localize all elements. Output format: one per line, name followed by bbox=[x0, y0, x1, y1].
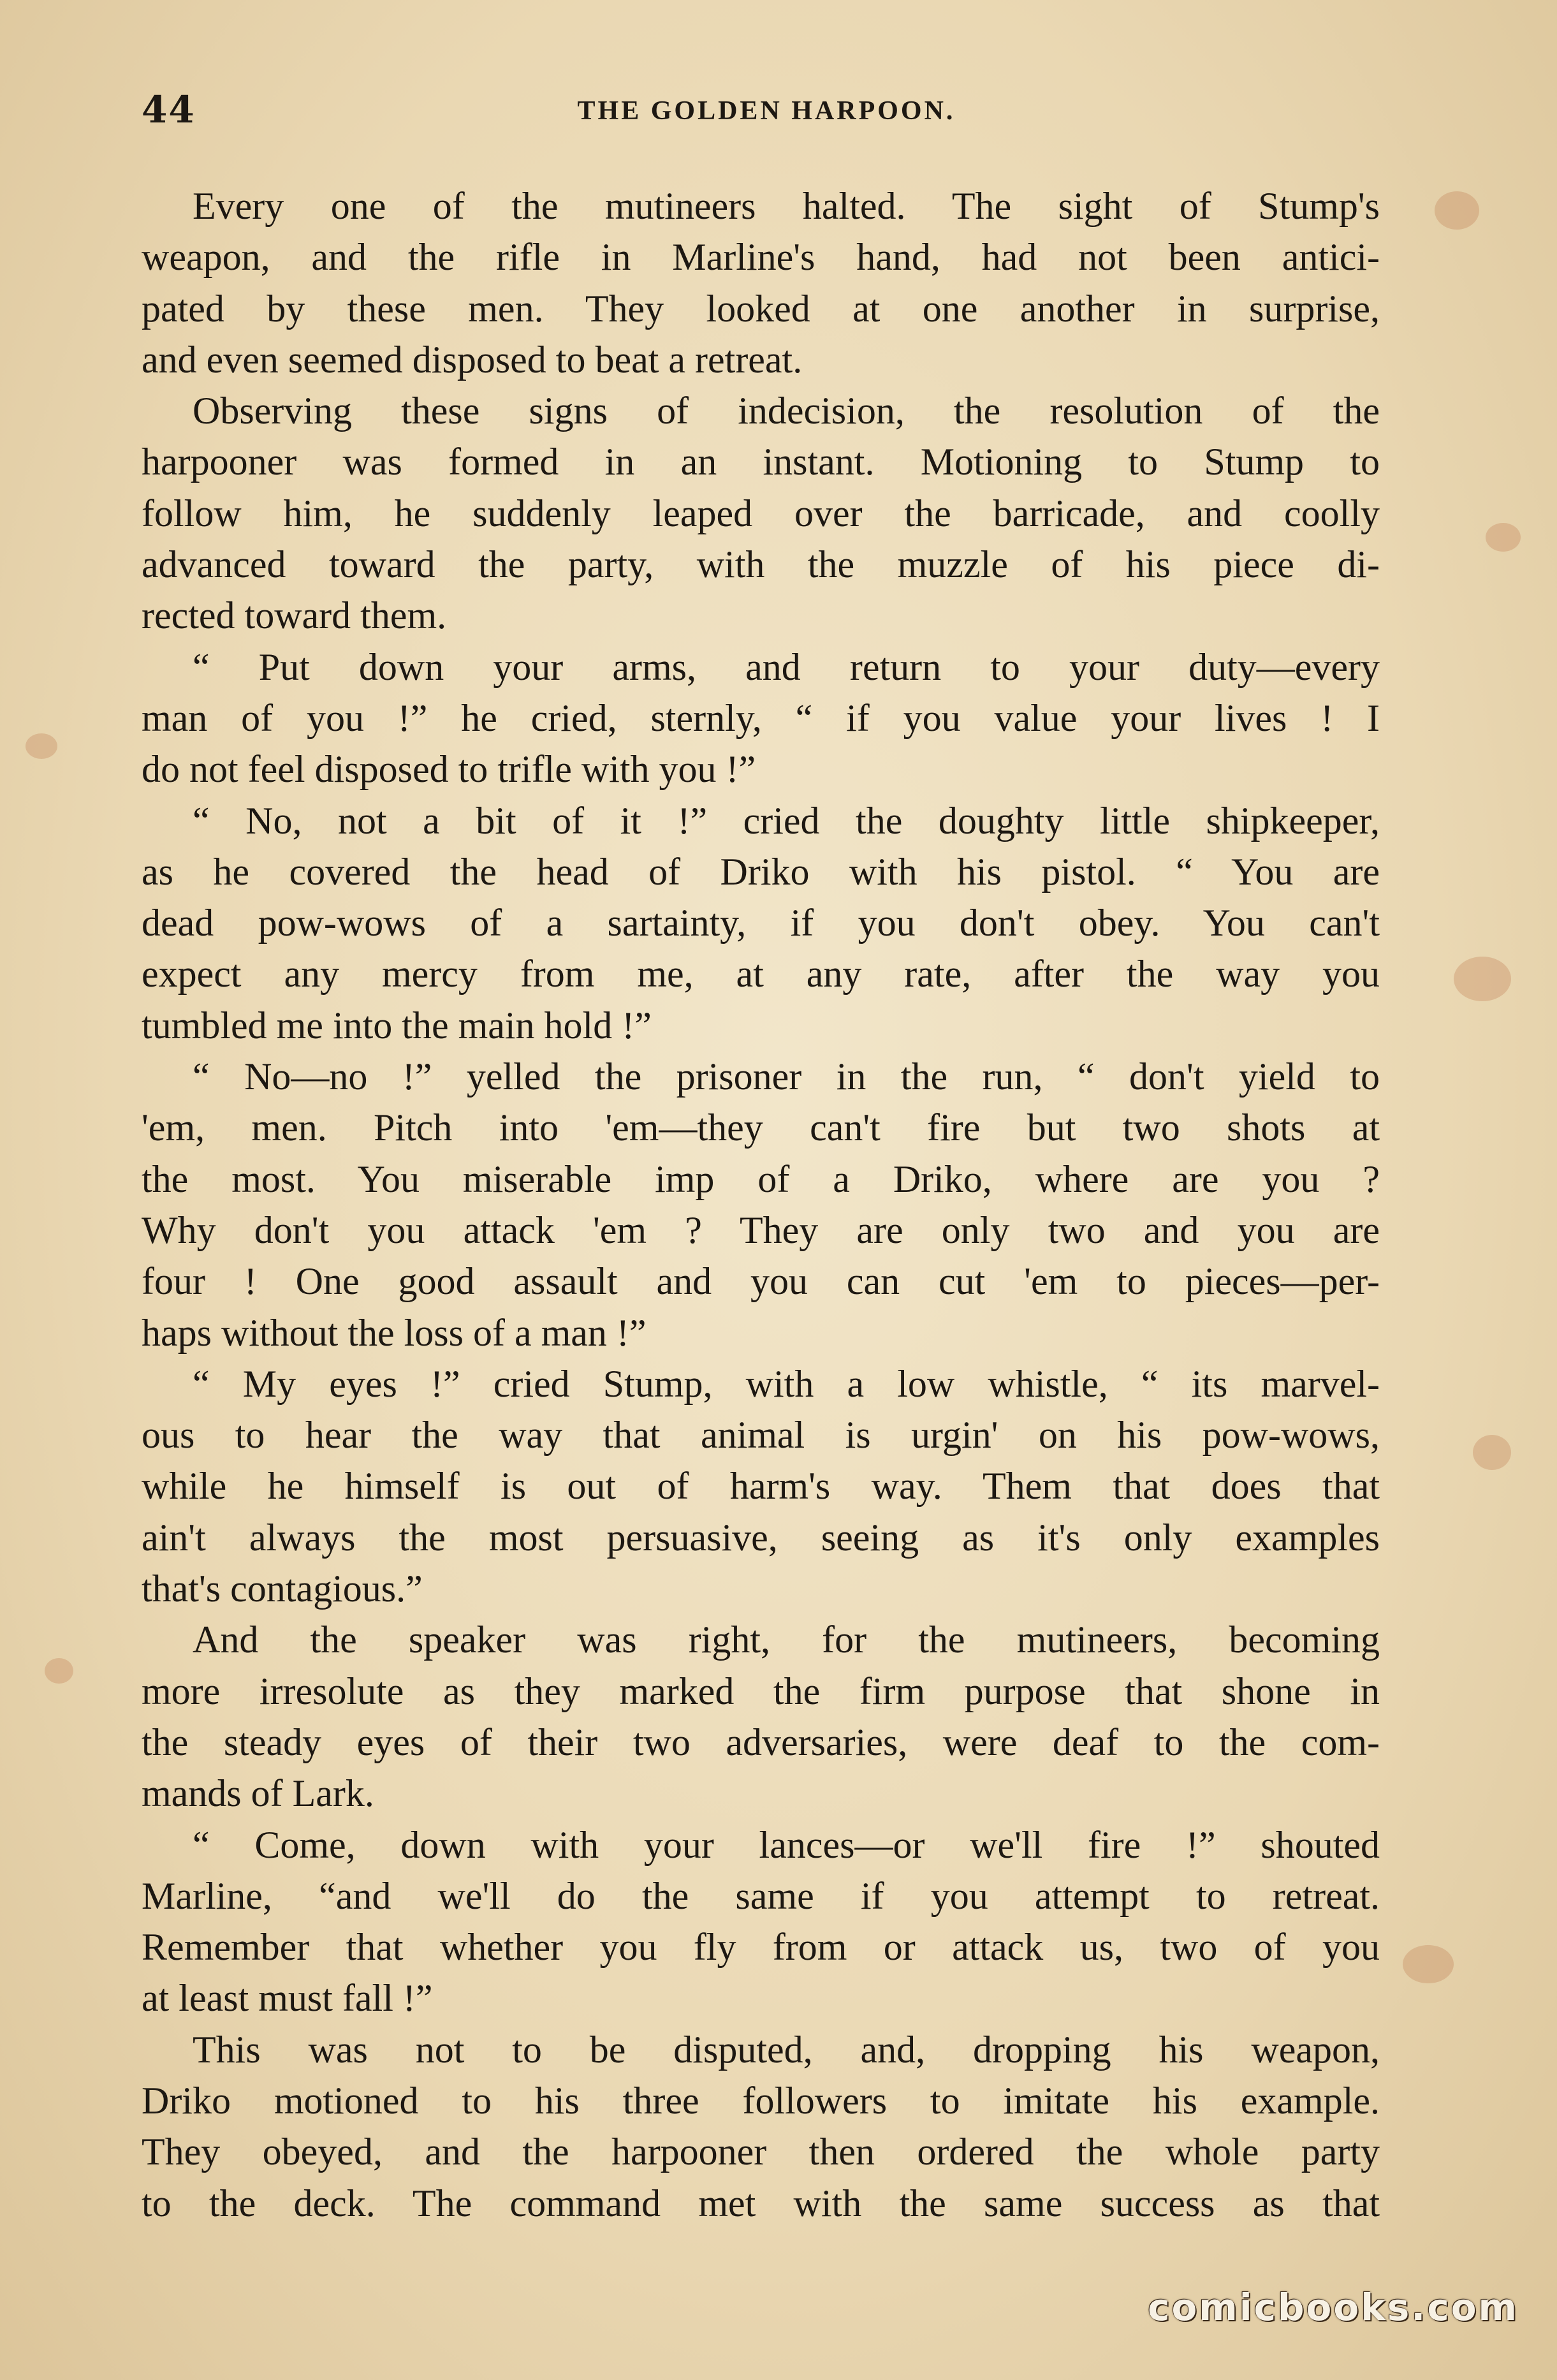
text-line: advanced toward the party, with the muzzle of his piece di- bbox=[142, 543, 1380, 586]
text-line: four ! One good assault and you can cut 'em to pieces—per- bbox=[142, 1260, 1380, 1303]
text-line: that's contagious.” bbox=[142, 1568, 423, 1610]
running-title: THE GOLDEN HARPOON. bbox=[577, 96, 956, 126]
text-line: “ Come, down with your lances—or we'll fire !” shouted bbox=[193, 1823, 1380, 1866]
text-line: And the speaker was right, for the mutineers, becoming bbox=[193, 1619, 1380, 1661]
text-line: at least must fall !” bbox=[142, 1977, 433, 2020]
foxing-stain bbox=[1454, 957, 1511, 1001]
text-line: Marline, “and we'll do the same if you attempt to retreat. bbox=[142, 1874, 1380, 1917]
text-line: pated by these men. They looked at one another in surprise, bbox=[142, 287, 1380, 330]
text-line: to the deck. The command met with the same success as that bbox=[142, 2182, 1380, 2224]
text-line: while he himself is out of harm's way. Them that does that bbox=[142, 1465, 1380, 1508]
text-line: Why don't you attack 'em ? They are only two and you are bbox=[142, 1208, 1380, 1251]
text-line: They obeyed, and the harpooner then ordered the whole party bbox=[142, 2131, 1380, 2173]
foxing-stain bbox=[26, 733, 57, 759]
text-line: Remember that whether you fly from or attack us, two of you bbox=[142, 1926, 1380, 1969]
text-line: Observing these signs of indecision, the resolution of the bbox=[193, 390, 1380, 432]
text-line: weapon, and the rifle in Marline's hand, had not been antici- bbox=[142, 236, 1380, 279]
text-line: rected toward them. bbox=[142, 594, 447, 637]
text-line: dead pow-wows of a sartainty, if you don't obey. You can't bbox=[142, 902, 1380, 944]
foxing-stain bbox=[1403, 1945, 1454, 1983]
text-line: This was not to be disputed, and, dropping his weapon, bbox=[193, 2028, 1380, 2071]
text-line: do not feel disposed to trifle with you !” bbox=[142, 748, 756, 791]
text-line: ous to hear the way that animal is urgin' on his pow-wows, bbox=[142, 1414, 1380, 1457]
text-line: Driko motioned to his three followers to imitate his example. bbox=[142, 2079, 1380, 2122]
watermark: comicbooks.com bbox=[1148, 2286, 1519, 2329]
text-line: ain't always the most persuasive, seeing as it's only examples bbox=[142, 1516, 1380, 1559]
foxing-stain bbox=[1473, 1435, 1511, 1470]
body-text bbox=[142, 180, 1380, 2229]
text-line: Every one of the mutineers halted. The sight of Stump's bbox=[193, 185, 1380, 227]
text-line: mands of Lark. bbox=[142, 1772, 374, 1815]
foxing-stain bbox=[1435, 191, 1479, 230]
text-line: “ No—no !” yelled the prisoner in the run, “ don't yield to bbox=[193, 1055, 1380, 1098]
text-line: the steady eyes of their two adversaries, were deaf to the com- bbox=[142, 1721, 1380, 1763]
text-line: as he covered the head of Driko with his pistol. “ You are bbox=[142, 850, 1380, 893]
text-line: man of you !” he cried, sternly, “ if you value your lives ! I bbox=[142, 696, 1380, 739]
text-line: 'em, men. Pitch into 'em—they can't fire but two shots at bbox=[142, 1106, 1380, 1149]
text-line: “ No, not a bit of it !” cried the doughty little shipkeeper, bbox=[193, 799, 1380, 842]
text-line: “ Put down your arms, and return to your duty—every bbox=[193, 645, 1380, 688]
foxing-stain bbox=[45, 1658, 73, 1684]
page-header bbox=[142, 88, 1391, 145]
text-line: expect any mercy from me, at any rate, after the way you bbox=[142, 953, 1380, 995]
text-line: and even seemed disposed to beat a retreat. bbox=[142, 338, 803, 381]
text-line: harpooner was formed in an instant. Motioning to Stump to bbox=[142, 441, 1380, 483]
page-number: 44 bbox=[142, 88, 196, 131]
text-line: the most. You miserable imp of a Driko, where are you ? bbox=[142, 1157, 1380, 1200]
text-line: tumbled me into the main hold !” bbox=[142, 1004, 652, 1047]
text-line: follow him, he suddenly leaped over the barricade, and coolly bbox=[142, 492, 1380, 534]
foxing-stain bbox=[1486, 523, 1521, 552]
text-line: haps without the loss of a man !” bbox=[142, 1311, 647, 1354]
text-line: more irresolute as they marked the firm purpose that shone in bbox=[142, 1670, 1380, 1712]
text-line: “ My eyes !” cried Stump, with a low whistle, “ its marvel- bbox=[193, 1362, 1380, 1405]
